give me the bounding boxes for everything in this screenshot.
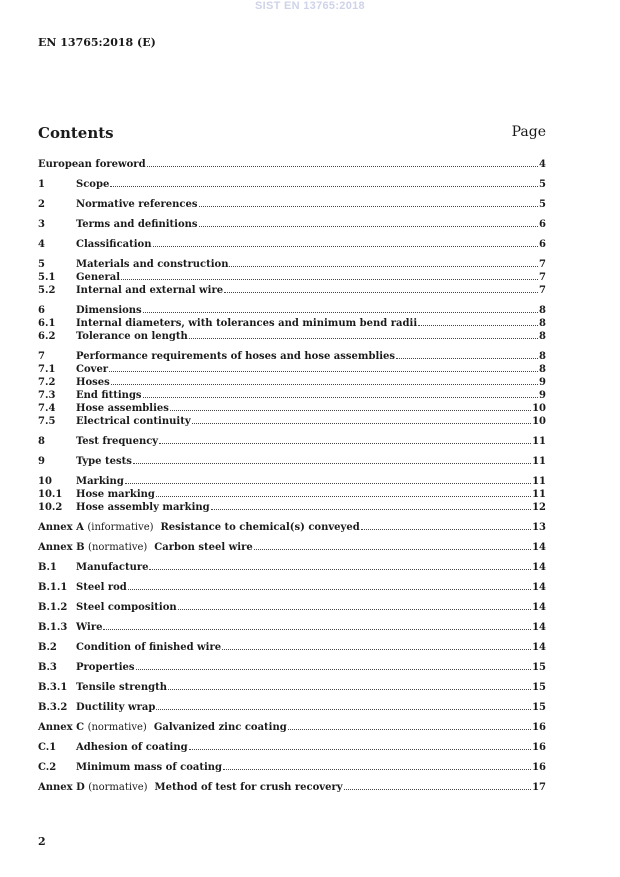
- toc-entry-page: 14: [532, 602, 546, 613]
- dot-leader: [189, 740, 531, 750]
- annex-label: Annex C: [38, 722, 85, 733]
- toc-entry[interactable]: [38, 560, 546, 573]
- toc-entry-number: 5.2: [38, 285, 56, 296]
- toc-entry-title: Condition of finished wire: [76, 642, 222, 653]
- dot-leader: [153, 237, 539, 247]
- page-column-label: Page: [511, 124, 546, 140]
- dot-leader: [396, 349, 538, 359]
- dot-leader: [222, 640, 531, 650]
- toc-entry-title: Electrical continuity: [76, 416, 191, 427]
- toc-entry-page: 5: [539, 179, 546, 190]
- dot-leader: [229, 257, 538, 267]
- toc-entry-title: End fittings: [76, 390, 142, 401]
- toc-entry-page: 6: [539, 219, 546, 230]
- toc-entry[interactable]: [38, 640, 546, 653]
- toc-entry[interactable]: [38, 540, 546, 553]
- toc-entry-page: 6: [539, 239, 546, 250]
- annex-label: Annex B: [38, 542, 85, 553]
- dot-leader: [418, 316, 538, 326]
- toc-entry-number: B.3: [38, 662, 57, 673]
- toc-entry-title: Internal and external wire: [76, 285, 224, 296]
- toc-entry-title: Cover: [76, 364, 109, 375]
- toc-entry-number: 7.4: [38, 403, 56, 414]
- toc-entry-page: 14: [532, 562, 546, 573]
- toc-entry-title: [38, 541, 253, 554]
- dot-leader: [199, 217, 539, 227]
- toc-entry-number: B.1: [38, 562, 57, 573]
- toc-entry-number: 9: [38, 456, 45, 467]
- toc-entry-title: Scope: [76, 179, 110, 190]
- toc-entry-title: Test frequency: [76, 436, 159, 447]
- toc-entry-title: Hose marking: [76, 489, 155, 500]
- toc-entry[interactable]: [38, 520, 546, 533]
- toc-entry-page: 7: [539, 259, 546, 270]
- toc-entry[interactable]: [38, 760, 546, 773]
- toc-entry[interactable]: [38, 177, 546, 190]
- toc-entry[interactable]: [38, 217, 546, 230]
- toc-entry[interactable]: [38, 283, 546, 296]
- dot-leader: [143, 388, 538, 398]
- toc-entry[interactable]: [38, 454, 546, 467]
- toc-entry-page: 8: [539, 305, 546, 316]
- toc-entry-page: 7: [539, 285, 546, 296]
- toc-entry-title: Steel composition: [76, 602, 177, 613]
- annex-kind: (normative): [88, 782, 148, 793]
- toc-entry[interactable]: [38, 780, 546, 793]
- toc-entry[interactable]: [38, 329, 546, 342]
- annex-label: Annex A: [38, 522, 84, 533]
- toc-entry-page: 16: [532, 762, 546, 773]
- toc-entry-page: 16: [532, 722, 546, 733]
- dot-leader: [224, 283, 538, 293]
- dot-leader: [170, 401, 531, 411]
- toc-entry-page: 16: [532, 742, 546, 753]
- dot-leader: [109, 362, 538, 372]
- toc-entry-title: Performance requirements of hoses and hose assemblies: [76, 351, 396, 362]
- dot-leader: [128, 580, 531, 590]
- toc-entry-number: 8: [38, 436, 45, 447]
- dot-leader: [156, 700, 531, 710]
- toc-entry[interactable]: [38, 157, 546, 170]
- toc-entry-title: Marking: [76, 476, 124, 487]
- toc-entry-number: C.2: [38, 762, 57, 773]
- toc-entry-page: 7: [539, 272, 546, 283]
- toc-entry[interactable]: [38, 362, 546, 375]
- toc-entry-number: 5: [38, 259, 45, 270]
- toc-entry-page: 15: [532, 682, 546, 693]
- toc-entry[interactable]: [38, 257, 546, 270]
- document-id: EN 13765:2018 (E): [38, 36, 156, 49]
- toc-entry[interactable]: [38, 434, 546, 447]
- toc-entry-title: Classification: [76, 239, 152, 250]
- toc-entry-title: Hoses: [76, 377, 110, 388]
- contents-title: Contents: [38, 124, 114, 142]
- toc-entry-number: 3: [38, 219, 45, 230]
- toc-entry-page: 14: [532, 622, 546, 633]
- annex-title: Method of test for crush recovery: [154, 782, 343, 793]
- toc-entry-title: Terms and definitions: [76, 219, 198, 230]
- toc-entry-page: 13: [532, 522, 546, 533]
- toc-entry-title: [38, 521, 360, 534]
- annex-kind: (normative): [88, 542, 148, 553]
- toc-entry[interactable]: [38, 660, 546, 673]
- toc-entry-title: Hose assemblies: [76, 403, 169, 414]
- toc-entry[interactable]: [38, 740, 546, 753]
- toc-entry-page: 8: [539, 364, 546, 375]
- toc-entry[interactable]: [38, 303, 546, 316]
- toc-entry-title: Materials and construction: [76, 259, 229, 270]
- toc-entry-number: B.1.3: [38, 622, 68, 633]
- toc-entry-number: 10: [38, 476, 52, 487]
- toc-entry[interactable]: [38, 600, 546, 613]
- toc-entry-number: 10.2: [38, 502, 63, 513]
- toc-entry[interactable]: [38, 720, 546, 733]
- dot-leader: [103, 620, 531, 630]
- dot-leader: [136, 660, 532, 670]
- dot-leader: [111, 375, 538, 385]
- toc-entry-page: 8: [539, 351, 546, 362]
- toc-entry-page: 11: [532, 436, 546, 447]
- toc-entry-number: B.2: [38, 642, 57, 653]
- annex-kind: (informative): [87, 522, 154, 533]
- toc-entry[interactable]: [38, 580, 546, 593]
- toc-entry[interactable]: [38, 500, 546, 513]
- dot-leader: [211, 500, 531, 510]
- toc-entry-page: 14: [532, 582, 546, 593]
- dot-leader: [156, 487, 531, 497]
- toc-entry[interactable]: [38, 620, 546, 633]
- toc-entry-title: Hose assembly marking: [76, 502, 210, 513]
- dot-leader: [147, 157, 538, 167]
- toc-entry-title: Internal diameters, with tolerances and minimum bend radii: [76, 318, 418, 329]
- toc-entry[interactable]: [38, 401, 546, 414]
- toc-entry[interactable]: [38, 316, 546, 329]
- dot-leader: [223, 760, 531, 770]
- toc-entry-number: B.3.1: [38, 682, 68, 693]
- annex-kind: (normative): [87, 722, 147, 733]
- toc-entry-number: 5.1: [38, 272, 56, 283]
- toc-entry[interactable]: [38, 474, 546, 487]
- toc-entry-page: 15: [532, 702, 546, 713]
- dot-leader: [110, 177, 538, 187]
- toc-entry-page: 11: [532, 489, 546, 500]
- toc-entry-title: Tolerance on length: [76, 331, 188, 342]
- toc-entry-page: 15: [532, 662, 546, 673]
- toc-entry-page: 11: [532, 456, 546, 467]
- toc-entry[interactable]: [38, 680, 546, 693]
- dot-leader: [121, 270, 538, 280]
- toc-entry-page: 14: [532, 542, 546, 553]
- toc-entry-title: Manufacture: [76, 562, 149, 573]
- toc-entry-number: 4: [38, 239, 45, 250]
- toc-entry-page: 17: [532, 782, 546, 793]
- dot-leader: [133, 454, 531, 464]
- toc-entry-title: Normative references: [76, 199, 198, 210]
- toc-entry-number: 6: [38, 305, 45, 316]
- toc-entry-page: 11: [532, 476, 546, 487]
- toc-entry-title: Adhesion of coating: [76, 742, 188, 753]
- toc-entry[interactable]: [38, 270, 546, 283]
- toc-entry-title: Steel rod: [76, 582, 127, 593]
- toc-entry-number: 2: [38, 199, 45, 210]
- toc-entry[interactable]: [38, 388, 546, 401]
- toc-entry-title: Wire: [76, 622, 103, 633]
- toc-entry-number: B.1.1: [38, 582, 68, 593]
- toc-entry[interactable]: [38, 487, 546, 500]
- toc-entry-page: 14: [532, 642, 546, 653]
- dot-leader: [192, 414, 531, 424]
- annex-title: Resistance to chemical(s) conveyed: [160, 522, 360, 533]
- dot-leader: [344, 780, 532, 790]
- toc-entry-title: European foreword: [38, 159, 146, 170]
- toc-entry-title: [38, 781, 343, 794]
- toc-entry[interactable]: [38, 349, 546, 362]
- toc-entry-number: 10.1: [38, 489, 63, 500]
- dot-leader: [199, 197, 539, 207]
- dot-leader: [254, 540, 531, 550]
- watermark: SIST EN 13765:2018: [255, 0, 365, 12]
- dot-leader: [125, 474, 531, 484]
- toc-entry-number: 6.2: [38, 331, 56, 342]
- toc-entry-title: Properties: [76, 662, 135, 673]
- dot-leader: [178, 600, 531, 610]
- toc-entry-title: [38, 721, 287, 734]
- toc-entry[interactable]: [38, 237, 546, 250]
- toc-entry-page: 5: [539, 199, 546, 210]
- toc-entry-page: 10: [532, 416, 546, 427]
- toc-entry-number: 7: [38, 351, 45, 362]
- annex-label: Annex D: [38, 782, 85, 793]
- toc-entry-number: C.1: [38, 742, 57, 753]
- toc-entry-page: 9: [539, 390, 546, 401]
- toc-entry-number: B.3.2: [38, 702, 68, 713]
- toc-entry-title: Type tests: [76, 456, 132, 467]
- toc-entry[interactable]: [38, 197, 546, 210]
- dot-leader: [143, 303, 538, 313]
- annex-title: Galvanized zinc coating: [153, 722, 287, 733]
- toc-entry-page: 10: [532, 403, 546, 414]
- toc-entry-title: Minimum mass of coating: [76, 762, 223, 773]
- dot-leader: [288, 720, 531, 730]
- toc-entry[interactable]: [38, 700, 546, 713]
- toc-entry[interactable]: [38, 375, 546, 388]
- table-of-contents: [38, 157, 546, 793]
- dot-leader: [361, 520, 531, 530]
- toc-entry-page: 4: [539, 159, 546, 170]
- annex-title: Carbon steel wire: [154, 542, 253, 553]
- toc-entry-page: 8: [539, 318, 546, 329]
- toc-entry-title: Ductility wrap: [76, 702, 156, 713]
- dot-leader: [189, 329, 538, 339]
- toc-entry-number: 7.1: [38, 364, 56, 375]
- dot-leader: [149, 560, 531, 570]
- toc-entry-number: 7.2: [38, 377, 56, 388]
- toc-entry-page: 9: [539, 377, 546, 388]
- toc-entry-page: 8: [539, 331, 546, 342]
- toc-entry-number: 6.1: [38, 318, 56, 329]
- toc-entry[interactable]: [38, 414, 546, 427]
- toc-entry-number: 7.5: [38, 416, 56, 427]
- toc-entry-number: B.1.2: [38, 602, 68, 613]
- toc-entry-number: 7.3: [38, 390, 56, 401]
- page-number: 2: [38, 835, 46, 848]
- toc-entry-title: Dimensions: [76, 305, 142, 316]
- dot-leader: [159, 434, 531, 444]
- toc-entry-title: General: [76, 272, 121, 283]
- dot-leader: [168, 680, 531, 690]
- toc-entry-title: Tensile strength: [76, 682, 168, 693]
- toc-entry-page: 12: [532, 502, 546, 513]
- toc-entry-number: 1: [38, 179, 45, 190]
